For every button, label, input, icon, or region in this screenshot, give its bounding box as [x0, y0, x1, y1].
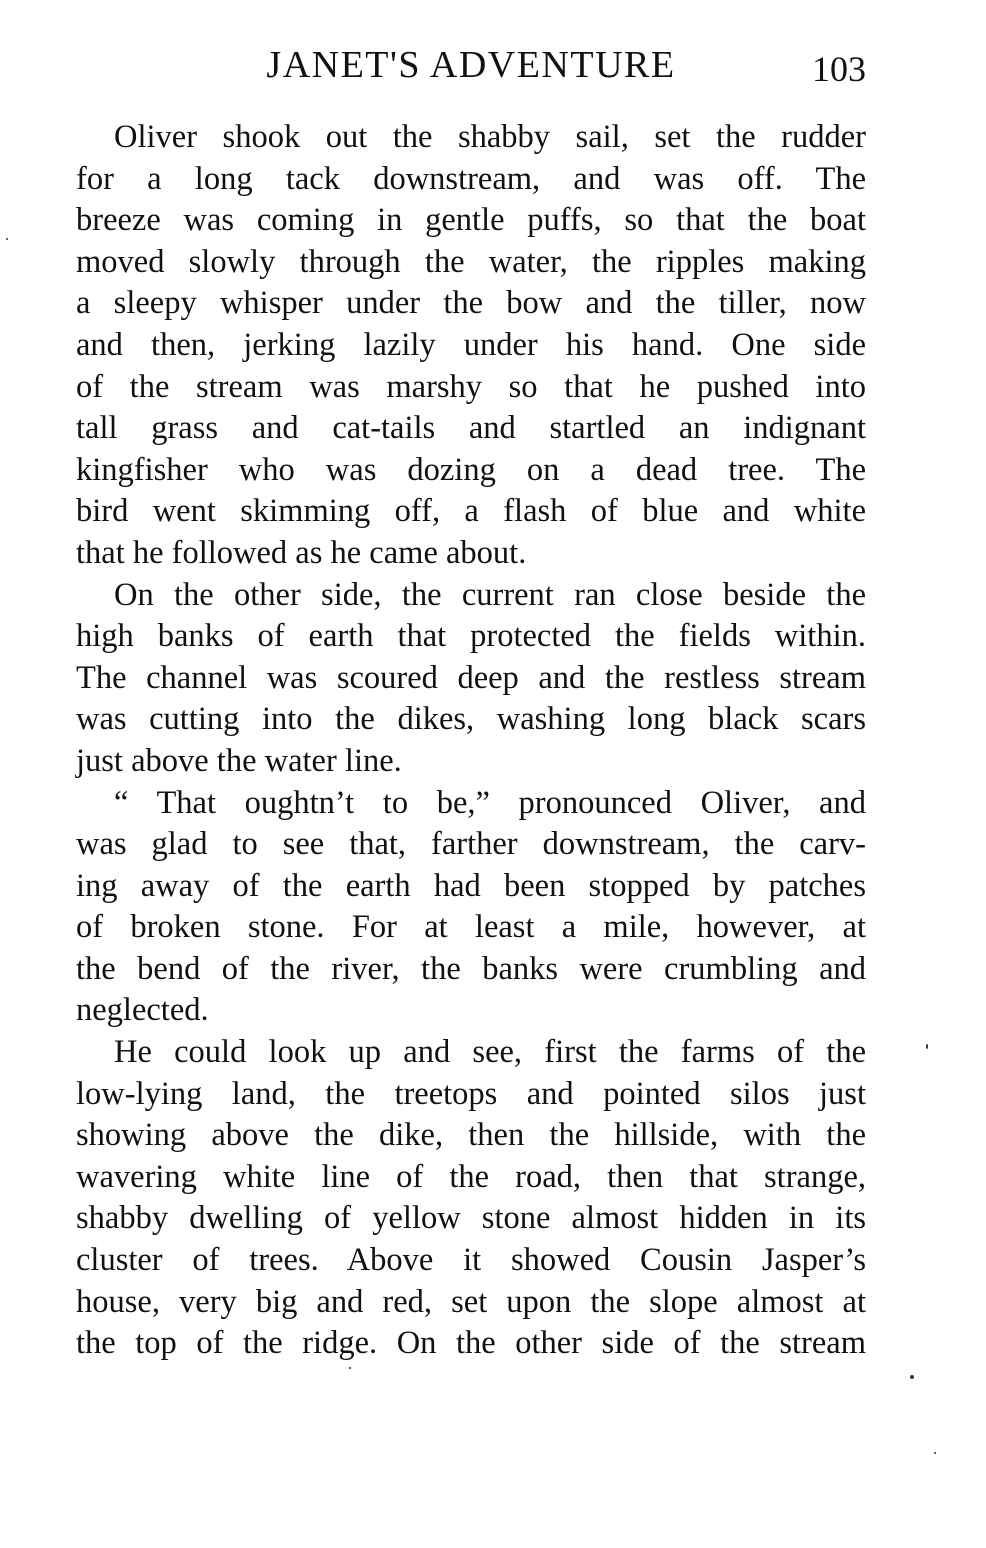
text-line: Oliver shook out the shabby sail, set the rudder: [114, 119, 866, 155]
paragraph-2: [76, 575, 866, 783]
paragraph-3: [76, 783, 866, 1033]
text-line: was cutting into the dikes, washing long black scars: [76, 701, 866, 738]
text-line: He could look up and see, first the farms of the: [114, 1034, 866, 1071]
scan-speck: [934, 1452, 936, 1454]
text-line: was glad to see that, farther downstream, the carv-: [76, 826, 866, 863]
text-line: just above the water line.: [76, 742, 402, 779]
text-line: On the other side, the current ran close beside the: [114, 576, 866, 613]
running-head: [76, 40, 866, 90]
text-line: moved slowly through the water, the ripples making: [76, 243, 866, 280]
scan-speck: [349, 1367, 351, 1369]
scan-speck: [926, 1044, 928, 1049]
text-line: a sleepy whisper under the bow and the tiller, now: [76, 285, 866, 322]
text-line: the bend of the river, the banks were crumbling and: [76, 950, 866, 987]
running-title: JANET'S ADVENTURE: [266, 44, 676, 86]
text-line: tall grass and cat-tails and startled an indignant: [76, 410, 866, 447]
text-line: cluster of trees. Above it showed Cousin Jasper’s: [76, 1242, 866, 1279]
text-line: of the stream was marshy so that he pushed into: [76, 368, 866, 405]
text-line: that he followed as he came about.: [76, 534, 527, 571]
text-line: The channel was scoured deep and the restless stream: [76, 659, 866, 696]
text-line: showing above the dike, then the hillside, with the: [76, 1117, 866, 1154]
text-line: wavering white line of the road, then that strange,: [76, 1158, 866, 1195]
text-line: bird went skimming off, a flash of blue and white: [76, 493, 866, 530]
page-number: 103: [812, 49, 866, 89]
paragraph-4: [76, 1032, 866, 1365]
text-line: house, very big and red, set upon the slope almost at: [76, 1283, 866, 1320]
text-line: “ That oughtn’t to be,” pronounced Oliver, and: [114, 784, 866, 821]
text-line: of broken stone. For at least a mile, however, at: [76, 909, 866, 946]
body-text: [76, 117, 866, 1365]
text-line: breeze was coming in gentle puffs, so that the boat: [76, 202, 866, 239]
text-line: and then, jerking lazily under his hand. One side: [76, 326, 866, 363]
scan-speck: [910, 1375, 914, 1379]
scan-speck: [6, 238, 8, 240]
text-line: the top of the ridge. On the other side of the stream: [76, 1325, 866, 1362]
text-line: low-lying land, the treetops and pointed silos just: [76, 1075, 866, 1112]
text-line: kingfisher who was dozing on a dead tree. The: [76, 451, 866, 488]
text-line: shabby dwelling of yellow stone almost hidden in its: [76, 1200, 866, 1237]
paragraph-1: [76, 117, 866, 575]
text-line: high banks of earth that protected the fields within.: [76, 618, 866, 655]
text-line: for a long tack downstream, and was off. The: [76, 160, 866, 197]
text-line: ing away of the earth had been stopped by patches: [76, 867, 866, 904]
text-line: neglected.: [76, 992, 209, 1029]
